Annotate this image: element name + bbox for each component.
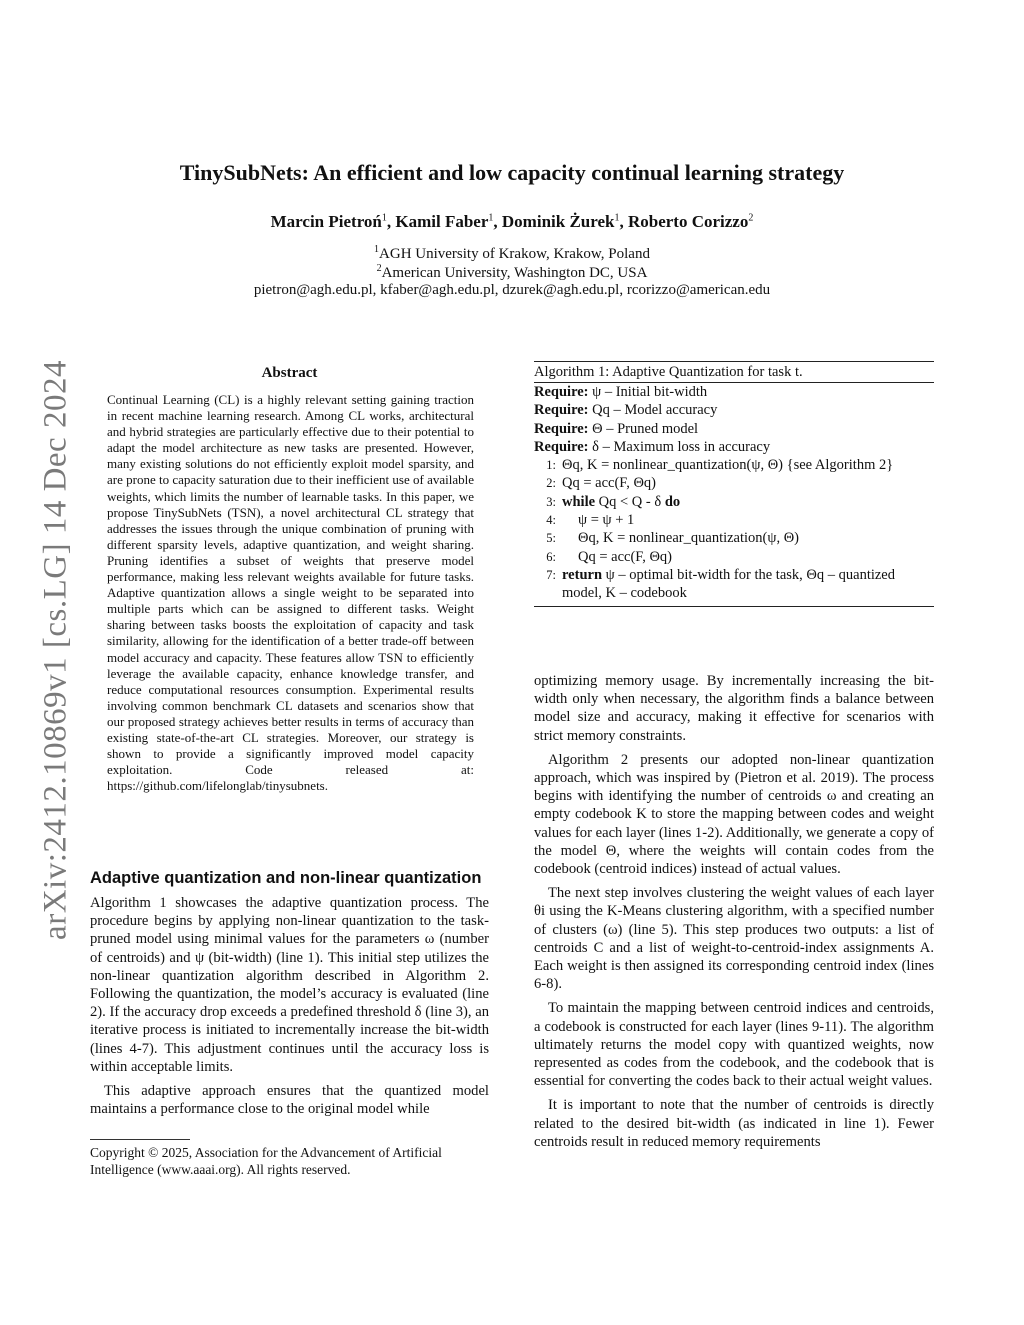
affil-sup: 2	[376, 263, 382, 274]
algo-require: Require: Θ – Pruned model	[534, 420, 699, 437]
author-affil-sup: 1	[381, 212, 387, 224]
algo-line: 7: return ψ – optimal bit-width for the task, Θq – quantized model, K – codebook	[546, 566, 895, 602]
author-affil-sup: 1	[614, 212, 620, 224]
author-list: Marcin Pietroń$^1$, Kamil Faber$^1$, Dominik Żurek$^1$, Roberto Corizzo$^2$	[270, 212, 754, 231]
author-name: Roberto Corizzo	[627, 212, 749, 231]
author-name: Kamil Faber	[395, 212, 489, 231]
affil-text: AGH University of Krakow, Krakow, Poland	[379, 246, 650, 262]
author-affil-sup: 2	[748, 212, 754, 224]
abstract-heading: Abstract	[261, 365, 318, 381]
section-heading: Adaptive quantization and non-linear quantization	[90, 869, 482, 887]
paragraph: It is important to note that the number of centroids is directly related to the desired bit-width (as indicated in line 1). Fewer centroids result in reduced memory requirements	[534, 1097, 934, 1150]
section-body	[90, 894, 489, 1124]
copyright-footnote: Copyright © 2025, Association for the Advancement of Artificial Intelligence (www.aaai.org). All rights reserved.	[90, 1145, 442, 1177]
author-name: Dominik Żurek	[501, 212, 615, 231]
paragraph: The next step involves clustering the weight values of each layer θi using the K-Means clustering algorithm, with a specified number of clusters (ω) (line 5). This step produces two outputs: a list of centroids C and a list of weight-to-centroid-index assignments A. Each weight is then assigned its corresponding centroid index (lines 6-8).	[534, 885, 934, 993]
algo-require: Require: ψ – Initial bit-width	[534, 384, 708, 400]
author-name: Marcin Pietroń	[270, 212, 382, 231]
algo-line: 3: while Qq < Q - δ do	[546, 493, 681, 510]
affil-sup: 1	[374, 244, 380, 255]
author-affil-sup: 1	[488, 212, 494, 224]
algo-line: 6: Qq = acc(F, Θq)	[546, 548, 672, 565]
author-emails: pietron@agh.edu.pl, kfaber@agh.edu.pl, dzurek@agh.edu.pl, rcorizzo@american.edu	[253, 282, 771, 298]
footnote-rule	[90, 1139, 190, 1140]
paragraph: This adaptive approach ensures that the quantized model maintains a performance close to the original model while	[90, 1083, 489, 1118]
algorithm-caption: Algorithm 1: Adaptive Quantization for task t.	[534, 361, 934, 383]
affiliation-1	[0, 244, 1024, 263]
affiliation-2	[0, 263, 1024, 282]
algo-require: Require: δ – Maximum loss in accuracy	[534, 438, 771, 455]
algo-require: Require: Qq – Model accuracy	[534, 402, 718, 419]
algo-line: 1: Θq, K = nonlinear_quantization(ψ, Θ) {see Algorithm 2}	[546, 457, 894, 474]
abstract-text: Continual Learning (CL) is a highly relevant setting gaining traction in recent machine learning research. Among CL works, architectural and hybrid strategies are particularly effective due to their potential to adapt the model architecture as new tasks are presented. However, many existing solutions do not efficiently exploit model sparsity, and are prone to capacity saturation due to their inefficient use of available weights, which limits the number of learnable tasks. In this paper, we propose TinySubNets (TSN), a novel architectural CL strategy that addresses the issues through the unique combination of pruning with different sparsity levels, adaptive quantization, and weight sharing. Pruning identifies a subset of weights that preserve model performance, making less relevant weights available for future tasks. Adaptive quantization allows a single weight to be separated into multiple parts which can be assigned to different tasks. Weight sharing between tasks boosts the exploitation of capacity and task similarity, allowing for the identification of a better trade-off between model accuracy and capacity. These features allow TSN to efficiently leverage the available capacity, enhance knowledge transfer, and reduce computational resources consumption. Experimental results involving common benchmark CL datasets and scenarios show that our proposed strategy achieves better results in terms of accuracy than existing state-of-the-art CL strategies. Moreover, our strategy is shown to provide a significantly improved model capacity exploitation. Code released at: https://github.com/lifelonglab/tinysubnets.	[107, 392, 474, 794]
right-column-body	[534, 672, 934, 1157]
algorithm-bottom-rule	[534, 606, 934, 607]
algo-line: 4: ψ = ψ + 1	[546, 512, 635, 529]
paragraph: Algorithm 2 presents our adopted non-linear quantization approach, which was inspired by (Pietron et al. 2019). The process begins with identifying the number of centroids ω and creating an empty codebook K to store the mapping between codes and weight values for each layer (lines 1-2). Additionally, we generate a copy of the model Θ, where the weights will contain codes from the codebook (centroid indices) instead of actual values.	[534, 751, 934, 878]
paragraph: Algorithm 1 showcases the adaptive quantization process. The procedure begins by applying non-linear quantization to the task-pruned model using minimal values for the parameters ω (number of centroids) and ψ (bit-width) (line 1). This initial step utilizes the non-linear quantization algorithm described in Algorithm 2. Following the quantization, the model’s accuracy is evaluated (line 2). If the accuracy drop exceeds a predefined threshold δ (line 3), an iterative process is initiated to incrementally increase the bit-width (lines 4-7). This adjustment continues until the accuracy loss is within acceptable limits.	[90, 895, 489, 1075]
paper-title: TinySubNets: An efficient and low capacity continual learning strategy	[179, 160, 845, 185]
algo-line: 5: Θq, K = nonlinear_quantization(ψ, Θ)	[546, 530, 800, 547]
algo-line: 2: Qq = acc(F, Θq)	[546, 475, 656, 492]
paragraph: optimizing memory usage. By incrementally increasing the bit-width only when necessary, the algorithm finds a balance between model size and accuracy, making it effective for scenarios with strict memory constraints.	[534, 673, 934, 744]
arxiv-stamp: arXiv:2412.10869v1 [cs.LG] 14 Dec 2024	[37, 360, 74, 940]
affil-text: American University, Washington DC, USA	[381, 265, 648, 281]
algorithm-box	[534, 361, 934, 607]
paragraph: To maintain the mapping between centroid indices and centroids, a codebook is constructed for each layer (lines 9-11). The algorithm ultimately returns the model copy with quantized weights, now represented as codes from the codebook, and the codebook that is essential for converting the codes back to their actual weight values.	[534, 1000, 934, 1090]
